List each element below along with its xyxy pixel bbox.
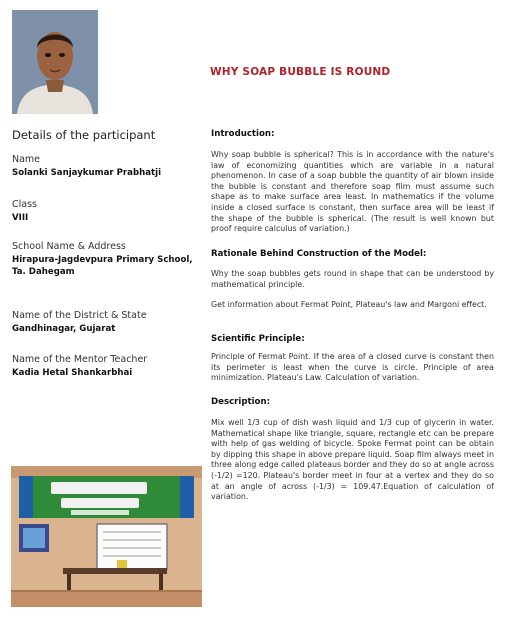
details-heading: Details of the participant xyxy=(12,128,156,142)
school-label: School Name & Address xyxy=(12,241,126,252)
mentor-value: Kadia Hetal Shankarbhai xyxy=(12,368,133,378)
name-label: Name xyxy=(12,154,41,165)
principle-text: Principle of Fermat Point. If the area of a closed curve is constant then its perimeter is least when the curve is circle. Principle of area minimization. Plateau's Law. Calculation of variation. xyxy=(211,352,494,383)
name-block xyxy=(12,154,202,179)
participant-photo xyxy=(12,10,98,114)
name-value: Solanki Sanjaykumar Prabhatji xyxy=(12,168,162,178)
rationale-text-1: Why the soap bubbles gets round in shape that can be understood by mathematical principle. xyxy=(211,269,494,289)
mentor-block xyxy=(12,354,202,379)
school-value-line-1: Hirapura-Jagdevpura Primary School, xyxy=(12,255,193,265)
school-value-line-2: Ta. Dahegam xyxy=(12,267,75,277)
description-text: Mix well 1/3 cup of dish wash liquid and 1/3 cup of glycerin in water. Mathematical shape like triangle, square, rectangle etc can be prepare with help of gas welding of bicycle. Spoke Fermat point can be obtain by dipping this shape in above prepare liquid. Soap film always meet in three along edge called plateaus border and they do so at angle across (-1/2) =120. Plateau's border meet in four at a vertex and they do so at an angle of across (-1/3) = 109.47.Equation of calculation of variation. xyxy=(211,418,494,502)
description-heading: Description: xyxy=(211,397,271,407)
district-block xyxy=(12,310,202,335)
intro-text: Why soap bubble is spherical? This is in accordance with the nature's law of economizing quantities which are variable in a natural phenomenon. In case of a soap bubble the quantity of air blown inside the bubble is constant and therefore soap film must assume such shape as to make surface area least. In mathematics if the volume inside a closed surface is constant, then surface area will be least if the shape of the bubble is spherical. (The result is well known but proof require calculus of variation.) xyxy=(211,150,494,234)
district-value: Gandhinagar, Gujarat xyxy=(12,324,116,334)
mentor-label: Name of the Mentor Teacher xyxy=(12,354,148,365)
class-block xyxy=(12,199,202,224)
school-photo-icon xyxy=(11,466,202,607)
principle-heading: Scientific Principle: xyxy=(211,334,305,344)
school-block xyxy=(12,241,202,278)
district-label: Name of the District & State xyxy=(12,310,147,321)
intro-heading: Introduction: xyxy=(211,129,275,139)
participant-photo-icon xyxy=(12,10,98,114)
school-photo xyxy=(11,466,202,607)
rationale-heading: Rationale Behind Construction of the Model: xyxy=(211,249,427,259)
page-title: WHY SOAP BUBBLE IS ROUND xyxy=(210,66,391,78)
rationale-text-2: Get information about Fermat Point, Plateau's law and Margoni effect. xyxy=(211,300,487,309)
class-label: Class xyxy=(12,199,37,210)
class-value: VIII xyxy=(12,213,29,223)
